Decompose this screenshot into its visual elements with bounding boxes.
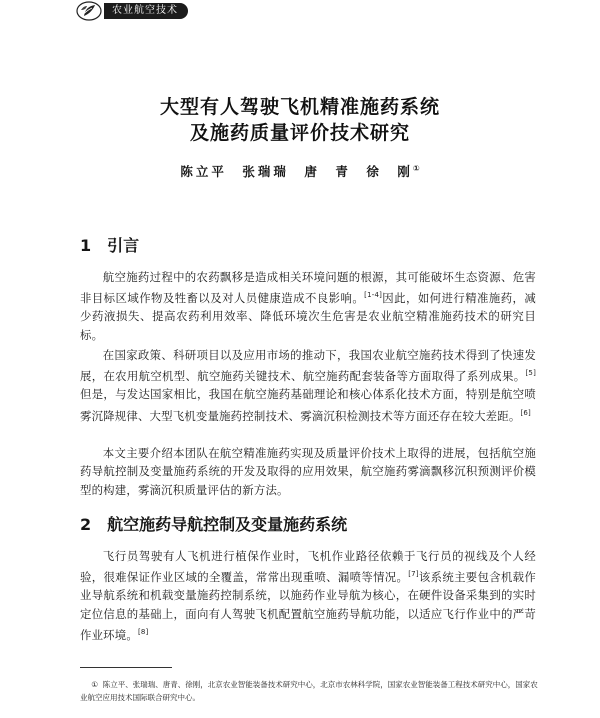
citation[interactable]: [6]: [520, 408, 531, 417]
paragraph: 本文主要介绍本团队在航空精准施药实现及质量评价技术上取得的进展，包括航空施药导航控制及变量施药系统的开发及取得的应用效果，航空施药雾滴飘移沉积预测评价模型的构建，雾滴沉积质量评估的新方法。: [80, 446, 536, 497]
author-list: [0, 162, 600, 180]
citation[interactable]: [7]: [408, 570, 419, 579]
paragraph: 在国家政策、科研项目以及应用市场的推动下，我国农业航空施药技术得到了快速发展，在农用航空机型、航空施药关键技术、航空施药配套装备等方面取得了系列成果。[5]但是，与发达国家相比，我国在航空施药基础理论和核心体系化技术方面，特别是航空喷雾沉降规律、大型飞机变量施药控制技术、雾滴沉积检测技术等方面还存在较大差距。[6]: [80, 348, 536, 423]
footnote-divider: [80, 667, 172, 668]
citation[interactable]: [8]: [137, 627, 149, 636]
section-number: 2: [80, 515, 92, 534]
paper-title-line-1: 大型有人驾驶飞机精准施药系统: [159, 96, 440, 118]
section-title: 航空施药导航控制及变量施药系统: [107, 515, 348, 534]
paper-title-line-2: 及施药质量评价技术研究: [189, 122, 410, 144]
section-heading-2: [80, 512, 347, 535]
section-title: 引言: [107, 236, 140, 255]
section-number: 1: [80, 236, 92, 255]
citation[interactable]: [5]: [525, 369, 536, 378]
paragraph: 航空施药过程中的农药飘移是造成相关环境问题的根源，其可能破坏生态资源、危害非目标区域作物及牲畜以及对人员健康造成不良影响。[1-4]因此，如何进行精准施药，减少药液损失、提高农药利用效率、降低环境次生危害是农业航空精准施药技术的研究目标。: [80, 270, 536, 342]
citation[interactable]: [1-4]: [364, 291, 383, 300]
footnote-text: 陈立平、张瑞瑞、唐青、徐刚，北京农业智能装备技术研究中心，北京市农林科学院，国家农业智能装备工程技术研究中心，国家农业航空应用技术国际联合研究中心。: [80, 680, 538, 702]
journal-section-badge: 农业航空技术: [104, 3, 188, 19]
paragraph: 飞行员驾驶有人飞机进行植保作业时，飞机作业路径依赖于飞行员的视线及个人经验，很难保证作业区域的全覆盖，常常出现重喷、漏喷等情况。[7]该系统主要包含机载作业导航系统和机载变量施药控制系统，以施药作业导航为核心，在硬件设备采集到的实时定位信息的基础上，面向有人驾驶飞机配置航空施药导航功能，以适应飞行作业中的严苛作业环境。[8]: [80, 549, 536, 642]
leaf-logo-icon: [76, 1, 102, 21]
section-heading-1: [80, 233, 139, 256]
author-names: 陈立平 张瑞瑞 唐 青 徐 刚: [180, 164, 413, 179]
author-footnote-mark: ①: [412, 163, 420, 173]
footnote: [80, 678, 540, 704]
running-header: [76, 0, 188, 22]
footnote-mark: ①: [91, 680, 98, 689]
